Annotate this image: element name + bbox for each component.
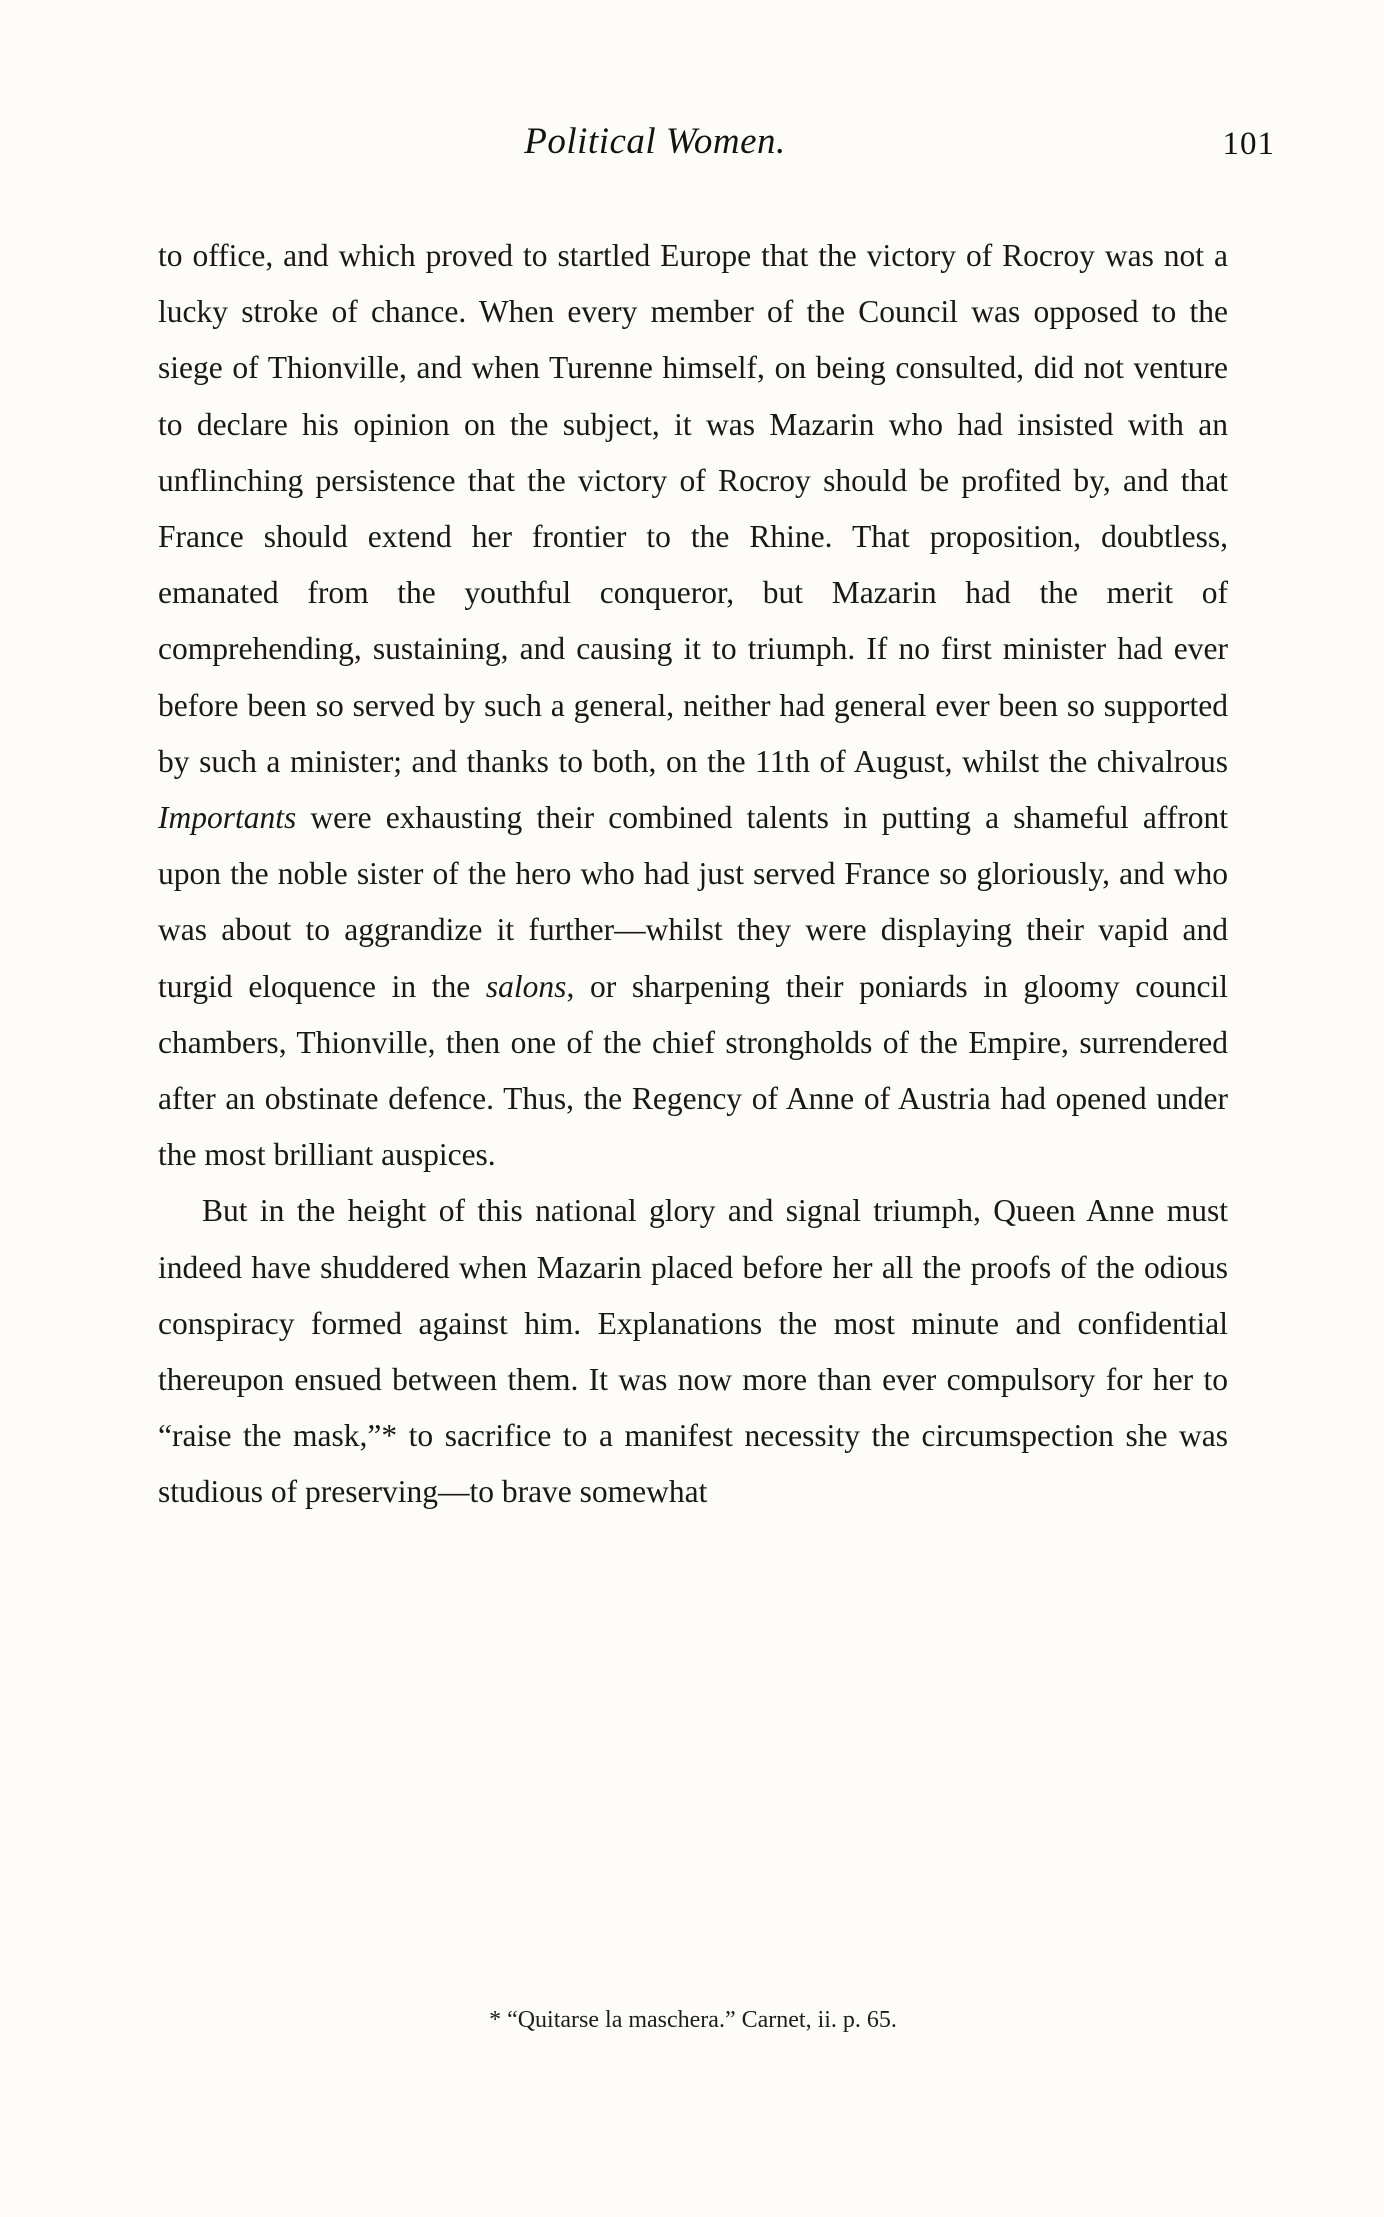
body-text bbox=[158, 228, 1228, 1521]
paragraph-1-cont: were exhausting their combined talents in putting a shameful affront upon the noble sister of the hero who had just served France so gloriously, and who was about to aggrandize it further—whilst they were displaying their vapid and turgid eloquence in the bbox=[158, 800, 1228, 1004]
page-number: 101 bbox=[1222, 126, 1275, 162]
footnote: * “Quitarse la maschera.” Carnet, ii. p. 65. bbox=[489, 2007, 897, 2033]
running-title: Political Women. bbox=[524, 121, 786, 162]
italic-salons: salons bbox=[485, 968, 567, 1004]
paragraph-1-end: , or sharpening their poniards in gloomy council chambers, Thionville, then one of the chief strongholds of the Empire, surrendered after an obstinate defence. Thus, the Regency of Anne of Austria had opened under the most brilliant auspices. bbox=[158, 968, 1228, 1173]
italic-importants: Importants bbox=[158, 800, 297, 836]
paragraph-1 bbox=[158, 228, 1228, 1183]
paragraph-2: But in the height of this national glory and signal triumph, Queen Anne must indeed have shuddered when Mazarin placed before her all the proofs of the odious conspiracy formed against him. Explanations the most minute and confidential thereupon ensued between them. It was now more than ever compulsory for her to “raise the mask,”* to sacrifice to a manifest necessity the circumspection she was studious of preserving—to brave somewhat bbox=[158, 1193, 1228, 1510]
page-header bbox=[155, 120, 1275, 180]
paragraph-1-text: to office, and which proved to startled Europe that the victory of Rocroy was not a lucky stroke of chance. When every member of the Council was opposed to the siege of Thionville, and when Turenne himself, on being consulted, did not venture to declare his opinion on the subject, it was Mazarin who had insisted with an unflinching persistence that the victory of Rocroy should be profited by, and that France should extend her frontier to the Rhine. That proposition, doubtless, emanated from the youthful conqueror, but Mazarin had the merit of comprehending, sustaining, and causing it to triumph. If no first minister had ever before been so served by such a general, neither had general ever been so supported by such a minister; and thanks to both, on the 11th of August, whilst the chivalrous bbox=[158, 238, 1228, 779]
